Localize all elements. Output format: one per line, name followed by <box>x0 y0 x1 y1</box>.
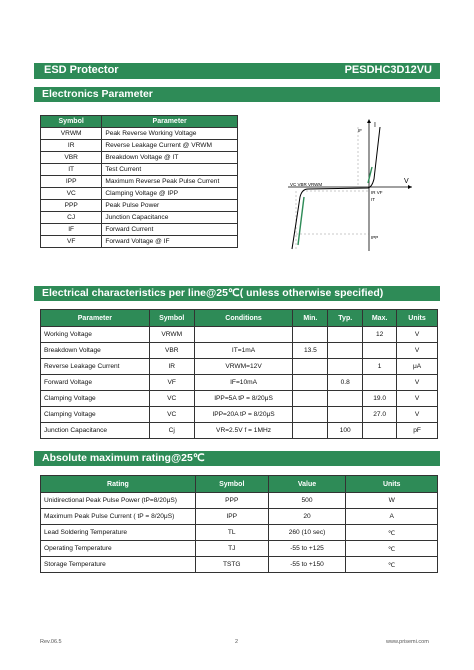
table-cell <box>328 327 363 343</box>
footer-url[interactable]: www.prisemi.com <box>386 639 429 645</box>
table-cell: VF <box>149 375 194 391</box>
table-cell: A <box>346 509 438 525</box>
table-cell: 13.5 <box>293 343 328 359</box>
table-cell: Forward Voltage @ IF <box>102 236 238 248</box>
section-title: Electrical characteristics per line@25℃( unless otherwise specified) <box>42 287 384 299</box>
table-cell <box>363 423 397 439</box>
table-cell <box>293 407 328 423</box>
footer-revision: Rev.06.5 <box>40 639 62 645</box>
column-header: Parameter <box>41 310 150 327</box>
table-cell <box>363 343 397 359</box>
table-cell <box>328 407 363 423</box>
table-cell: VC <box>149 407 194 423</box>
table-cell: Forward Current <box>102 224 238 236</box>
table-cell: IPP=20A tP = 8/20μS <box>194 407 293 423</box>
table-cell: Junction Capacitance <box>102 212 238 224</box>
section-absolute-maximum <box>34 451 440 466</box>
table-cell: Breakdown Voltage <box>41 343 150 359</box>
table-cell <box>363 375 397 391</box>
electrical-characteristics-table <box>40 309 438 439</box>
table-cell: 500 <box>268 493 346 509</box>
table-cell: 0.8 <box>328 375 363 391</box>
column-header: Parameter <box>102 116 238 128</box>
table-cell: Reverse Leakage Current @ VRWM <box>102 140 238 152</box>
column-header: Units <box>346 476 438 493</box>
table-row <box>41 164 238 176</box>
table-cell: Cj <box>149 423 194 439</box>
table-cell: CJ <box>41 212 102 224</box>
table-cell: IPP=5A tP = 8/20μS <box>194 391 293 407</box>
column-header: Min. <box>293 310 328 327</box>
table-cell: Maximum Reverse Peak Pulse Current <box>102 176 238 188</box>
table-cell: Peak Pulse Power <box>102 200 238 212</box>
table-cell: Junction Capacitance <box>41 423 150 439</box>
table-cell: Test Current <box>102 164 238 176</box>
it-label: IT <box>371 197 375 202</box>
i-axis-label: I <box>374 122 376 129</box>
table-cell: V <box>397 327 438 343</box>
column-header: Conditions <box>194 310 293 327</box>
table-row <box>41 509 438 525</box>
table-cell: VBR <box>41 152 102 164</box>
header-bar <box>34 63 440 79</box>
table-cell: 20 <box>268 509 346 525</box>
table-cell: Peak Reverse Working Voltage <box>102 128 238 140</box>
table-row <box>41 188 238 200</box>
table-row <box>41 541 438 557</box>
table-cell: Forward Voltage <box>41 375 150 391</box>
table-cell: TSTG <box>195 557 268 573</box>
column-header: Units <box>397 310 438 327</box>
table-cell: VC <box>41 188 102 200</box>
header-title: ESD Protector <box>44 64 119 76</box>
table-cell <box>293 359 328 375</box>
table-cell: IT=1mA <box>194 343 293 359</box>
table-row <box>41 224 238 236</box>
ir-vf-label: IR VF <box>371 190 383 195</box>
table-row <box>41 407 438 423</box>
table-row <box>41 423 438 439</box>
table-row <box>41 327 438 343</box>
table-cell: Clamping Voltage <box>41 407 150 423</box>
table-cell: ℃ <box>346 541 438 557</box>
section-title: Electronics Parameter <box>42 88 153 100</box>
v-axis-label: V <box>404 178 409 185</box>
table-row <box>41 343 438 359</box>
section-title: Absolute maximum rating@25℃ <box>42 452 205 464</box>
table-row <box>41 236 238 248</box>
table-cell: VRWM <box>149 327 194 343</box>
table-cell: 12 <box>363 327 397 343</box>
table-cell: VBR <box>149 343 194 359</box>
column-header: Symbol <box>195 476 268 493</box>
table-cell: W <box>346 493 438 509</box>
table-cell: VF <box>41 236 102 248</box>
part-number: PESDHC3D12VU <box>344 64 432 76</box>
table-cell: 100 <box>328 423 363 439</box>
table-cell <box>328 359 363 375</box>
table-cell: VC <box>149 391 194 407</box>
table-cell <box>328 391 363 407</box>
table-cell <box>293 391 328 407</box>
table-row <box>41 359 438 375</box>
table-cell: Storage Temperature <box>41 557 196 573</box>
table-row <box>41 525 438 541</box>
table-row <box>41 557 438 573</box>
column-header: Max. <box>363 310 397 327</box>
table-row <box>41 375 438 391</box>
table-row <box>41 128 238 140</box>
table-cell: IF=10mA <box>194 375 293 391</box>
table-cell: -55 to +150 <box>268 557 346 573</box>
table-cell: Operating Temperature <box>41 541 196 557</box>
table-cell: VR=2.5V f = 1MHz <box>194 423 293 439</box>
table-cell <box>293 423 328 439</box>
table-cell: Clamping Voltage <box>41 391 150 407</box>
table-cell: Reverse Leakage Current <box>41 359 150 375</box>
table-cell: V <box>397 375 438 391</box>
table-cell: 260 (10 sec) <box>268 525 346 541</box>
parameter-table <box>40 115 238 248</box>
table-cell: Breakdown Voltage @ IT <box>102 152 238 164</box>
table-row <box>41 493 438 509</box>
table-cell: pF <box>397 423 438 439</box>
iv-curve-line <box>292 127 380 249</box>
table-cell: Maximum Peak Pulse Current ( tP = 8/20μS) <box>41 509 196 525</box>
table-cell <box>293 375 328 391</box>
table-cell: TJ <box>195 541 268 557</box>
table-cell: TL <box>195 525 268 541</box>
table-cell: μA <box>397 359 438 375</box>
table-cell: -55 to +125 <box>268 541 346 557</box>
table-cell: Clamping Voltage @ IPP <box>102 188 238 200</box>
table-cell: IT <box>41 164 102 176</box>
table-row <box>41 212 238 224</box>
vc-vbr-vrwm-label: VC VBR VRWM <box>290 182 323 187</box>
table-cell: ℃ <box>346 525 438 541</box>
table-cell: Unidirectional Peak Pulse Power (tP=8/20μS) <box>41 493 196 509</box>
column-header: Typ. <box>328 310 363 327</box>
table-cell: 1 <box>363 359 397 375</box>
table-row <box>41 152 238 164</box>
if-label: IF <box>358 128 362 133</box>
column-header: Value <box>268 476 346 493</box>
table-cell: IF <box>41 224 102 236</box>
table-cell: V <box>397 391 438 407</box>
table-cell: IPP <box>195 509 268 525</box>
table-row <box>41 140 238 152</box>
table-cell: 27.0 <box>363 407 397 423</box>
table-cell <box>328 343 363 359</box>
table-cell: PPP <box>41 200 102 212</box>
table-cell: ℃ <box>346 557 438 573</box>
table-cell: V <box>397 407 438 423</box>
table-cell: IR <box>41 140 102 152</box>
table-cell: VRWM <box>41 128 102 140</box>
table-row <box>41 391 438 407</box>
table-row <box>41 176 238 188</box>
table-row <box>41 200 238 212</box>
table-cell: IR <box>149 359 194 375</box>
table-cell: V <box>397 343 438 359</box>
section-electrical-characteristics <box>34 286 440 301</box>
column-header: Symbol <box>41 116 102 128</box>
table-cell: PPP <box>195 493 268 509</box>
table-cell <box>194 327 293 343</box>
absolute-maximum-table <box>40 475 438 573</box>
table-cell: Lead Soldering Temperature <box>41 525 196 541</box>
table-cell: Working Voltage <box>41 327 150 343</box>
table-cell: 19.0 <box>363 391 397 407</box>
table-cell <box>293 327 328 343</box>
iv-curve-diagram <box>284 117 416 255</box>
ipp-label: IPP <box>371 235 379 240</box>
table-cell: IPP <box>41 176 102 188</box>
footer-page-number: 2 <box>235 639 239 645</box>
column-header: Symbol <box>149 310 194 327</box>
column-header: Rating <box>41 476 196 493</box>
section-electronics-parameter <box>34 87 440 102</box>
table-cell: VRWM=12V <box>194 359 293 375</box>
